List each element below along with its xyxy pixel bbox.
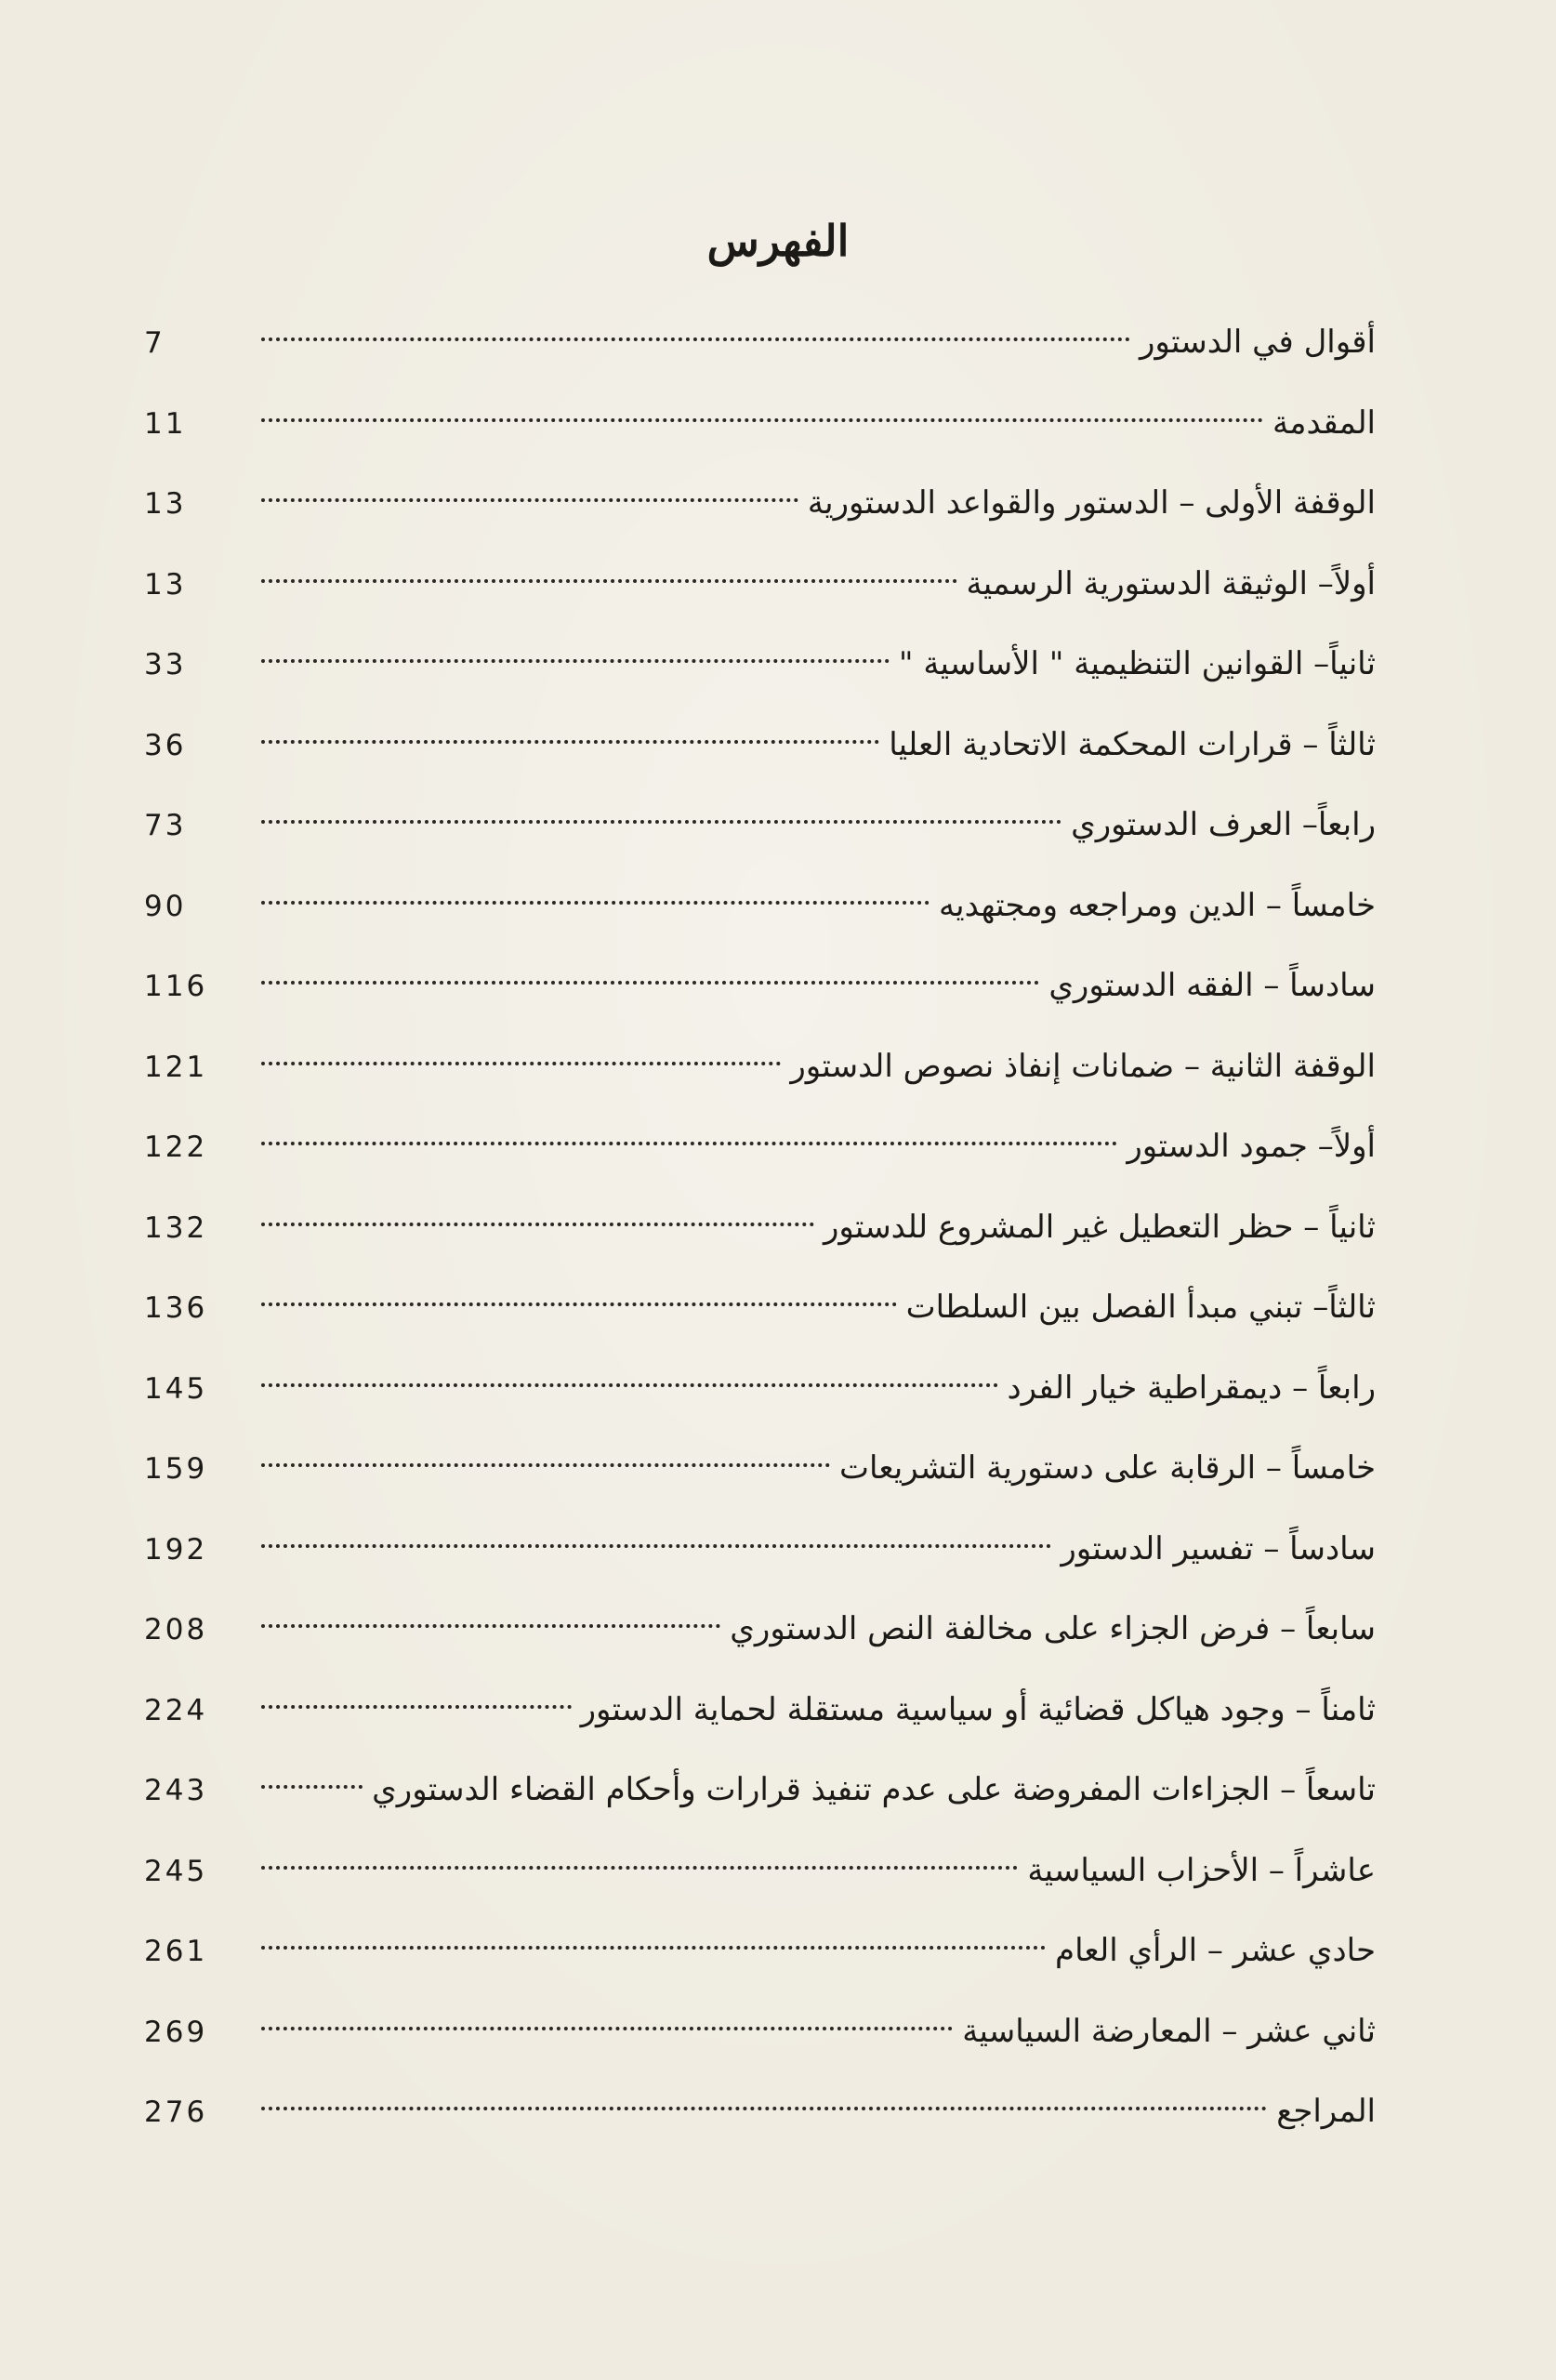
toc-entry-title: ثالثاً– تبني مبدأ الفصل بين السلطات xyxy=(905,1289,1376,1326)
dot-leader xyxy=(261,659,890,663)
toc-entry xyxy=(144,1589,1376,1670)
toc-page-number: 13 xyxy=(144,487,187,521)
toc-page-number: 159 xyxy=(144,1452,208,1486)
toc-page-number: 13 xyxy=(144,567,187,602)
toc-entry-title: أولاً– الوثيقة الدستورية الرسمية xyxy=(966,564,1376,602)
toc-entry xyxy=(144,1348,1376,1429)
toc-entry xyxy=(144,1509,1376,1590)
dot-leader xyxy=(261,579,957,583)
toc-entry-title: المراجع xyxy=(1276,2093,1376,2130)
toc-page-number: 73 xyxy=(144,809,187,842)
dot-leader xyxy=(261,1946,1046,1950)
toc-entry xyxy=(144,1750,1376,1831)
dot-leader xyxy=(261,981,1039,985)
toc-page-number: 11 xyxy=(144,406,187,441)
dot-leader xyxy=(261,1383,998,1387)
toc-entry xyxy=(144,302,1376,383)
toc-entry xyxy=(144,1187,1376,1268)
toc-entry-title: سادساً – الفقه الدستوري xyxy=(1048,967,1376,1004)
toc-entry-title: رابعاً – ديمقراطية خيار الفرد xyxy=(1007,1368,1376,1407)
dot-leader xyxy=(261,1785,363,1789)
toc-entry xyxy=(144,463,1376,544)
dot-leader xyxy=(261,740,879,744)
dot-leader xyxy=(261,1142,1117,1145)
toc-entry-title: ثالثاً – قرارات المحكمة الاتحادية العليا xyxy=(889,725,1376,763)
toc-page-number: 132 xyxy=(144,1210,208,1245)
dot-leader xyxy=(261,1062,781,1065)
toc-entry-title: رابعاً– العرف الدستوري xyxy=(1071,806,1376,843)
toc-entry xyxy=(144,1428,1376,1509)
toc-page-number: 7 xyxy=(144,326,165,360)
toc-page-number: 136 xyxy=(144,1291,208,1325)
toc-page-number: 243 xyxy=(144,1774,208,1807)
dot-leader xyxy=(261,1223,814,1226)
dot-leader xyxy=(261,1705,572,1709)
toc-entry xyxy=(144,1670,1376,1751)
dot-leader xyxy=(261,1463,830,1467)
dot-leader xyxy=(261,498,798,502)
toc-entry-title: عاشراً – الأحزاب السياسية xyxy=(1027,1851,1376,1889)
toc-entry-title: خامساً – الرقابة على دستورية التشريعات xyxy=(838,1449,1376,1487)
toc-entry-title: أولاً– جمود الدستور xyxy=(1127,1128,1376,1165)
toc-entry xyxy=(144,544,1376,625)
toc-entry-title: ثاني عشر – المعارضة السياسية xyxy=(962,2012,1376,2050)
toc-page-number: 116 xyxy=(144,970,208,1003)
toc-entry xyxy=(144,624,1376,705)
dot-leader xyxy=(261,1302,897,1306)
toc-page-number: 261 xyxy=(144,1935,208,1968)
dot-leader xyxy=(261,1624,720,1628)
toc-entry xyxy=(144,1911,1376,1991)
dot-leader xyxy=(261,337,1130,341)
toc-entry xyxy=(144,1026,1376,1107)
toc-page-number: 33 xyxy=(144,648,187,681)
toc-entry-title: الوقفة الأولى – الدستور والقواعد الدستورية xyxy=(807,484,1376,522)
toc-page-number: 90 xyxy=(144,889,187,923)
toc-entry xyxy=(144,383,1376,464)
toc-entry xyxy=(144,1267,1376,1348)
page-title: الفهرس xyxy=(706,216,850,266)
toc-entry-title: الوقفة الثانية – ضمانات إنفاذ نصوص الدستور xyxy=(790,1047,1376,1085)
dot-leader xyxy=(261,2107,1267,2110)
toc-page-number: 245 xyxy=(144,1854,208,1888)
toc-entry xyxy=(144,2071,1376,2152)
dot-leader xyxy=(261,2027,953,2030)
toc-page-number: 121 xyxy=(144,1050,208,1084)
toc-entry-title: ثامناً – وجود هياكل قضائية أو سياسية مستقلة لحماية الدستور xyxy=(580,1690,1376,1728)
toc-entry-title: سابعاً – فرض الجزاء على مخالفة النص الدستوري xyxy=(730,1610,1376,1647)
dot-leader xyxy=(261,418,1263,422)
dot-leader xyxy=(261,1866,1018,1870)
toc-page-number: 36 xyxy=(144,728,187,762)
toc-page-number: 122 xyxy=(144,1130,208,1164)
dot-leader xyxy=(261,901,930,905)
toc-entry-title: ثانياً – حظر التعطيل غير المشروع للدستور xyxy=(823,1208,1376,1246)
toc-entry-title: ثانياً– القوانين التنظيمية " الأساسية " xyxy=(898,645,1376,682)
toc-entry xyxy=(144,945,1376,1026)
toc-entry-title: أقوال في الدستور xyxy=(1139,324,1376,361)
toc-page-number: 192 xyxy=(144,1532,208,1567)
toc-page-number: 276 xyxy=(144,2096,208,2129)
toc-entry-title: المقدمة xyxy=(1272,403,1376,442)
table-of-contents xyxy=(144,302,1376,2152)
toc-page-number: 145 xyxy=(144,1371,208,1406)
toc-entry xyxy=(144,1831,1376,1911)
toc-entry xyxy=(144,866,1376,946)
toc-page-number: 224 xyxy=(144,1693,208,1727)
toc-entry-title: حادي عشر – الرأي العام xyxy=(1055,1932,1376,1969)
toc-entry-title: تاسعاً – الجزاءات المفروضة على عدم تنفيذ قرارات وأحكام القضاء الدستوري xyxy=(372,1771,1376,1808)
dot-leader xyxy=(261,1544,1051,1548)
toc-entry xyxy=(144,1106,1376,1187)
toc-entry-title: سادساً – تفسير الدستور xyxy=(1061,1529,1376,1567)
toc-page-number: 269 xyxy=(144,2015,208,2049)
dot-leader xyxy=(261,820,1062,824)
toc-page-number: 208 xyxy=(144,1613,208,1646)
toc-entry xyxy=(144,705,1376,786)
toc-entry xyxy=(144,785,1376,866)
toc-entry xyxy=(144,1991,1376,2072)
toc-entry-title: خامساً – الدين ومراجعه ومجتهديه xyxy=(938,886,1376,924)
